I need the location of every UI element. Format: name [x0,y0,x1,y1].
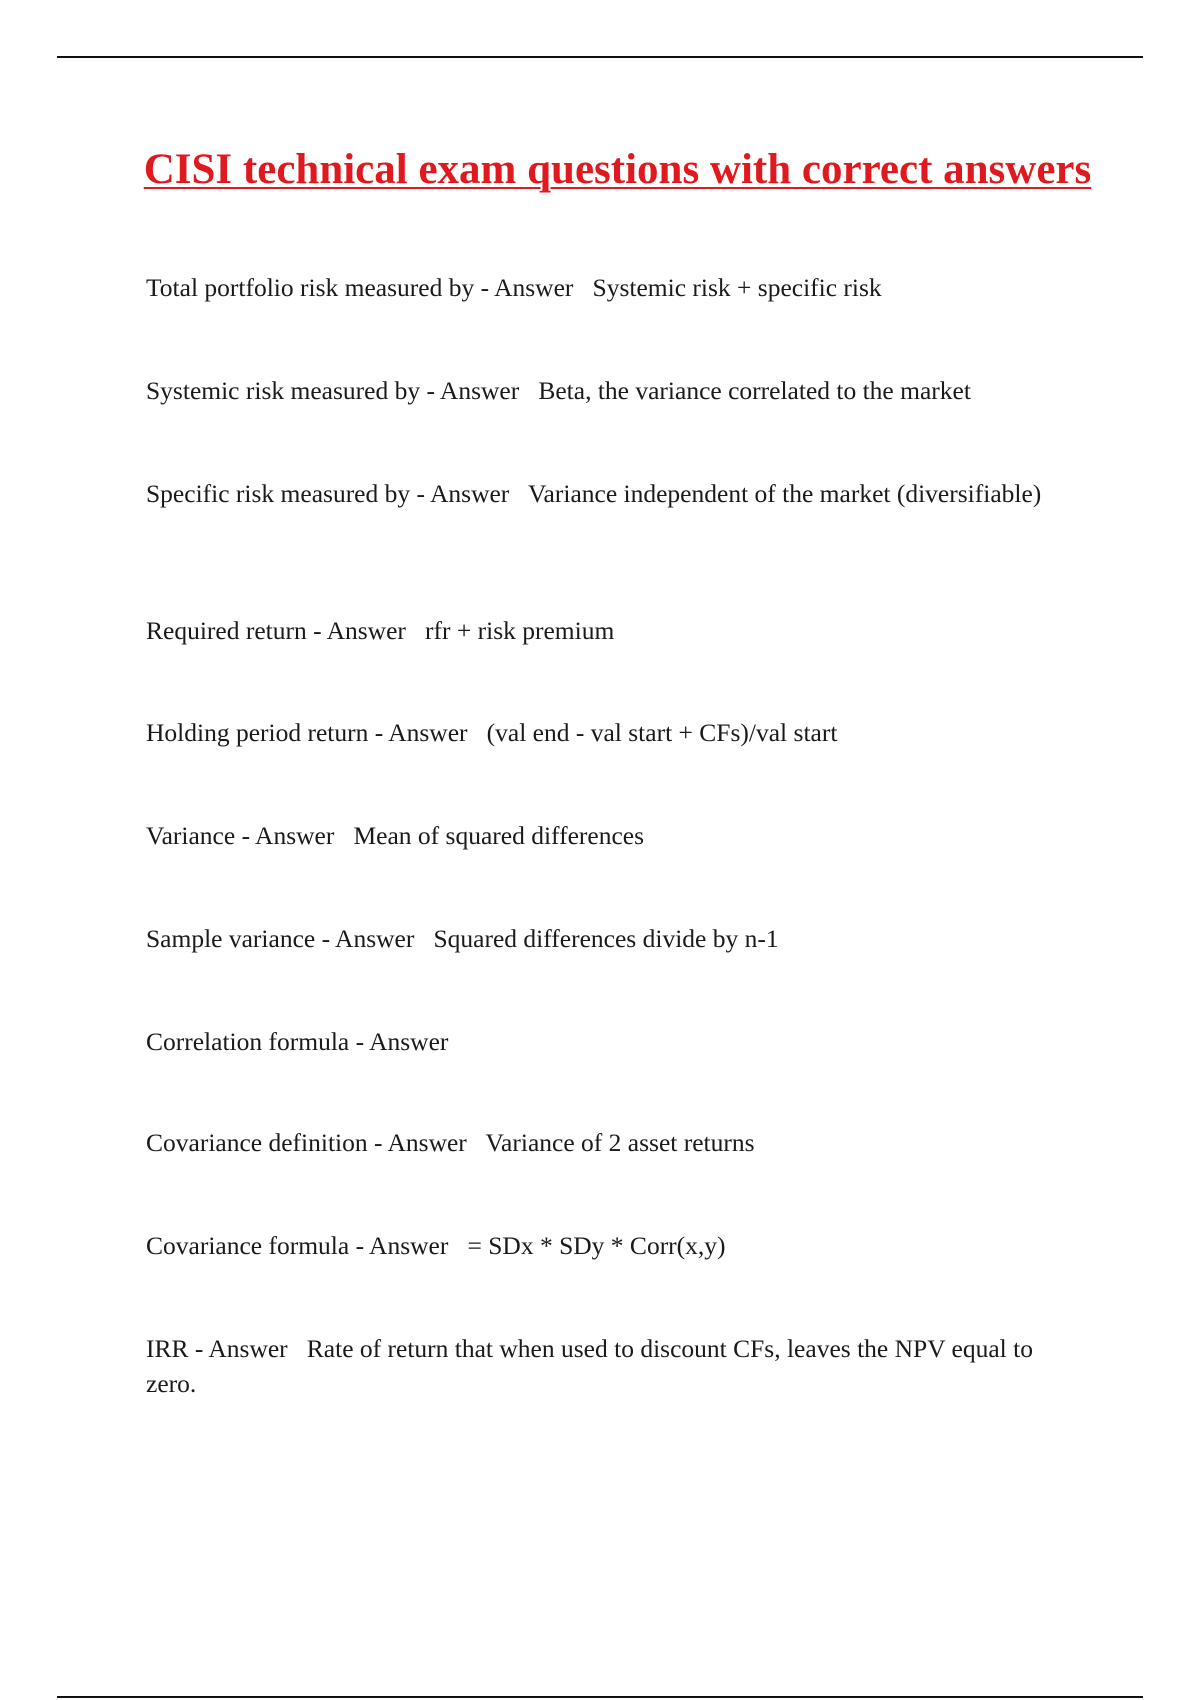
qa-item-4 [146,613,1076,648]
footer-rule [57,1696,1143,1698]
qa-item-11 [146,1331,1076,1401]
answer-separator: - Answer [235,821,354,850]
qa-item-2 [146,373,1076,408]
question: Covariance formula [146,1231,350,1260]
question: Sample variance [146,924,316,953]
question: Variance [146,821,236,850]
qa-item-8 [146,1024,1076,1059]
header-rule [57,56,1143,58]
answer-separator: - Answer [188,1334,307,1363]
qa-item-6 [146,818,1076,853]
answer-separator: - Answer [367,1128,486,1157]
question: IRR [146,1334,189,1363]
answer: Mean of squared differences [353,821,645,850]
answer-separator: - Answer [474,273,593,302]
answer-separator: - Answer [315,924,434,953]
answer: rfr + risk premium [425,616,615,645]
qa-item-7 [146,921,1076,956]
answer: = SDx * SDy * Corr(x,y) [467,1231,726,1260]
answer-separator: - Answer [306,616,426,645]
qa-item-3 [146,476,1076,511]
answer: Rate of return that when used to discount CFs, leaves the NPV equal to zero. [146,1334,1040,1398]
answer-separator: - Answer [349,1231,468,1260]
qa-item-9 [146,1125,1076,1160]
answer-separator: - Answer [420,376,539,405]
question: Systemic risk measured by [146,376,421,405]
answer: Systemic risk + specific risk [592,273,882,302]
question: Covariance definition [146,1128,368,1157]
answer-separator: - Answer [410,479,528,508]
answer: (val end - val start + CFs)/val start [486,718,838,747]
document-title: CISI technical exam questions with correct answers [143,146,1092,193]
qa-item-1 [146,270,1076,305]
qa-item-5 [146,715,1076,750]
question: Total portfolio risk measured by [146,273,475,302]
qa-item-10 [146,1228,1076,1263]
answer: Squared differences divide by n-1 [433,924,779,953]
answer: Variance of 2 asset returns [485,1128,755,1157]
answer-separator: - Answer [349,1027,468,1056]
answer: Beta, the variance correlated to the market [538,376,971,405]
answer: Variance independent of the market (diversifiable) [527,479,1042,508]
question: Specific risk measured by [146,479,411,508]
answer-separator: - Answer [368,718,487,747]
question: Required return [146,616,307,645]
question: Correlation formula [146,1027,350,1056]
question: Holding period return [146,718,369,747]
